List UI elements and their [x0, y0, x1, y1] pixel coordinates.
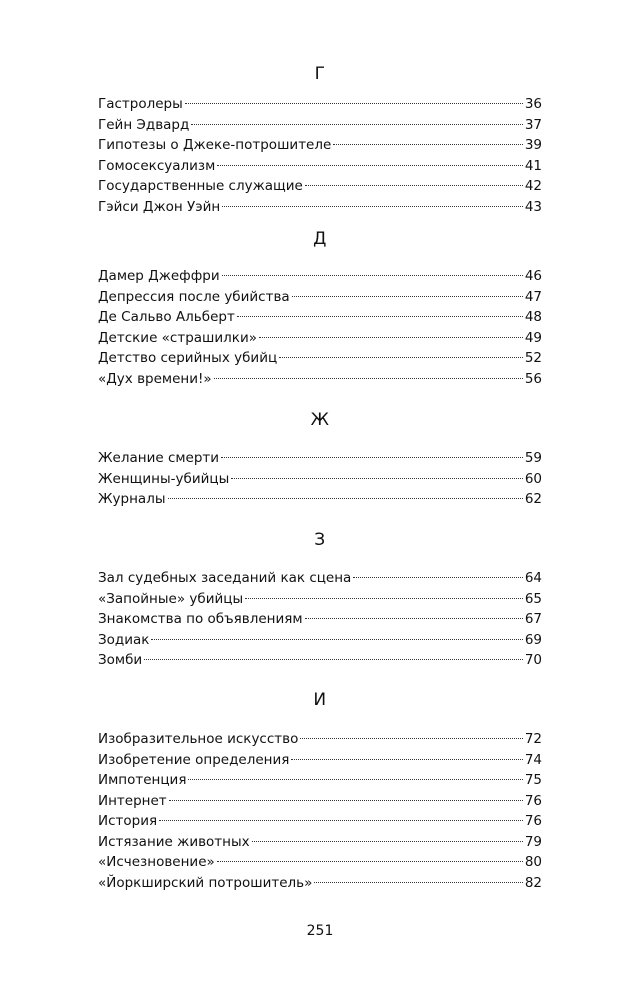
index-entry [98, 156, 542, 177]
index-entry [98, 469, 542, 490]
dot-leader [217, 861, 523, 862]
section-letter: И [313, 690, 327, 710]
index-entry [98, 328, 542, 349]
dot-leader [188, 779, 522, 780]
entry-title: Гастролеры [98, 96, 183, 112]
dot-leader [159, 820, 523, 821]
entry-page-number: 56 [524, 370, 542, 387]
entry-title: Журналы [98, 491, 166, 507]
index-entry [98, 568, 542, 589]
entry-list [98, 729, 542, 893]
index-entry [98, 873, 542, 894]
section-letter: Г [314, 64, 326, 84]
entry-page-number: 69 [524, 631, 542, 648]
entry-page-number: 52 [524, 350, 542, 366]
entry-title: Детские «страшилки» [98, 329, 257, 346]
dot-leader [279, 357, 523, 358]
index-entry [98, 489, 542, 510]
entry-page-number: 37 [524, 116, 542, 133]
dot-leader [291, 759, 522, 760]
section-letter: З [314, 530, 326, 550]
dot-leader [333, 144, 523, 145]
index-entry [98, 94, 542, 115]
dot-leader [300, 738, 522, 739]
index-entry [98, 729, 542, 750]
index-section-z [98, 530, 542, 671]
entry-page-number: 49 [524, 329, 542, 346]
entry-title: Зомби [98, 652, 143, 668]
dot-leader [144, 659, 523, 660]
entry-title: «Запойные» убийцы [98, 590, 244, 607]
index-entry [98, 852, 542, 873]
entry-title: Женщины-убийцы [98, 470, 230, 487]
entry-page-number: 48 [524, 309, 542, 325]
entry-page-number: 75 [524, 772, 542, 788]
dot-leader [185, 103, 523, 104]
entry-page-number: 74 [524, 751, 542, 768]
index-entry [98, 630, 542, 651]
index-section-g [98, 64, 542, 217]
dot-leader [222, 206, 523, 207]
entry-title: Дамер Джеффри [98, 268, 220, 284]
entry-page-number: 43 [524, 198, 542, 215]
dot-leader [252, 841, 523, 842]
entry-title: Гомосексуализм [98, 157, 216, 174]
entry-page-number: 60 [524, 470, 542, 487]
entry-title: «Дух времени!» [98, 370, 212, 387]
index-entry [98, 811, 542, 832]
index-entry [98, 348, 542, 369]
dot-leader [305, 185, 523, 186]
entry-title: «Йоркширский потрошитель» [98, 874, 313, 891]
index-entry [98, 176, 542, 197]
entry-page-number: 76 [524, 813, 542, 829]
entry-list [98, 94, 542, 217]
entry-page-number: 65 [524, 590, 542, 607]
entry-title: Истязание животных [98, 833, 250, 850]
entry-page-number: 70 [524, 652, 542, 668]
index-entry [98, 287, 542, 308]
entry-page-number: 67 [524, 611, 542, 627]
dot-leader [305, 618, 523, 619]
dot-leader [191, 124, 522, 125]
dot-leader [214, 378, 523, 379]
entry-title: Детство серийных убийц [98, 350, 278, 366]
entry-list [98, 568, 542, 671]
entry-page-number: 80 [524, 854, 542, 870]
index-entry [98, 650, 542, 671]
entry-title: Импотенция [98, 772, 187, 788]
index-entry [98, 448, 542, 469]
entry-page-number: 62 [524, 491, 542, 507]
dot-leader [151, 639, 522, 640]
entry-list [98, 266, 542, 389]
entry-title: Зал судебных заседаний как сцена [98, 570, 352, 586]
index-entry [98, 115, 542, 136]
dot-leader [259, 337, 523, 338]
index-entry [98, 589, 542, 610]
index-entry [98, 609, 542, 630]
entry-title: Интернет [98, 792, 167, 809]
index-entry [98, 770, 542, 791]
entry-title: Де Сальво Альберт [98, 309, 235, 325]
entry-title: Зодиак [98, 631, 150, 648]
index-entry [98, 369, 542, 390]
entry-page-number: 36 [524, 96, 542, 112]
entry-page-number: 42 [524, 178, 542, 194]
entry-page-number: 41 [524, 157, 542, 174]
entry-page-number: 47 [524, 288, 542, 305]
dot-leader [231, 478, 523, 479]
dot-leader [169, 800, 523, 801]
dot-leader [353, 577, 522, 578]
entry-title: Гэйси Джон Уэйн [98, 198, 221, 215]
index-section-zh [98, 410, 542, 510]
entry-page-number: 79 [524, 833, 542, 850]
dot-leader [222, 275, 523, 276]
dot-leader [221, 457, 523, 458]
index-entry [98, 832, 542, 853]
entry-title: Желание смерти [98, 450, 220, 466]
entry-page-number: 72 [524, 731, 542, 747]
dot-leader [168, 498, 523, 499]
entry-title: Знакомства по объявлениям [98, 611, 303, 627]
dot-leader [245, 598, 523, 599]
entry-title: История [98, 813, 158, 829]
index-section-i [98, 690, 542, 893]
entry-title: «Исчезновение» [98, 854, 215, 870]
entry-title: Изобразительное искусство [98, 731, 299, 747]
dot-leader [314, 882, 522, 883]
index-entry [98, 791, 542, 812]
entry-title: Гейн Эдвард [98, 116, 190, 133]
entry-title: Изобретение определения [98, 751, 290, 768]
dot-leader [237, 316, 523, 317]
entry-title: Государственные служащие [98, 178, 303, 194]
dot-leader [217, 165, 523, 166]
entry-page-number: 76 [524, 792, 542, 809]
entry-page-number: 39 [524, 137, 542, 153]
index-entry [98, 197, 542, 218]
index-entry [98, 307, 542, 328]
index-entry [98, 750, 542, 771]
entry-page-number: 64 [524, 570, 542, 586]
dot-leader [292, 296, 523, 297]
index-entry [98, 266, 542, 287]
entry-list [98, 448, 542, 510]
section-letter: Ж [310, 410, 330, 430]
index-section-d [98, 229, 542, 389]
entry-page-number: 59 [524, 450, 542, 466]
section-letter: Д [313, 229, 327, 249]
entry-title: Гипотезы о Джеке-потрошителе [98, 137, 332, 153]
page-number: 251 [306, 923, 334, 939]
entry-title: Депрессия после убийства [98, 288, 290, 305]
entry-page-number: 82 [524, 874, 542, 891]
entry-page-number: 46 [524, 268, 542, 284]
index-entry [98, 135, 542, 156]
